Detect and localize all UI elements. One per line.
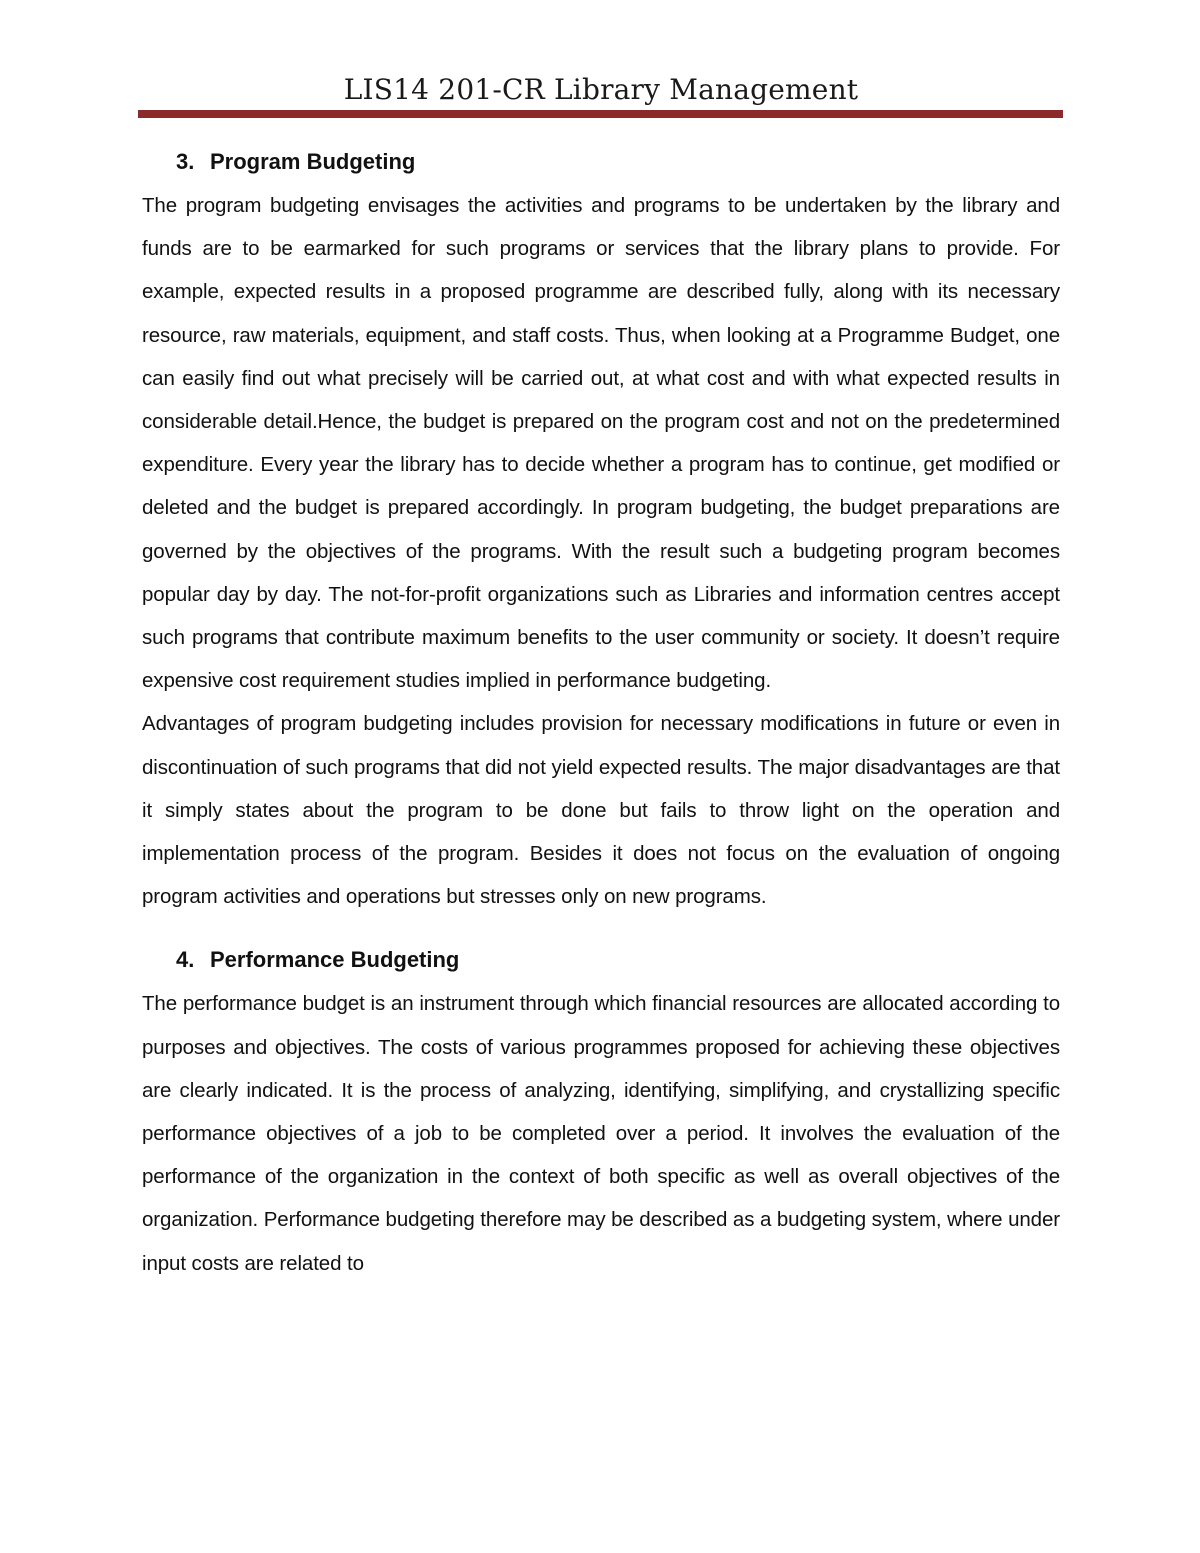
section-title: Performance Budgeting	[210, 947, 460, 973]
section-number: 4.	[176, 947, 195, 973]
section-title: Program Budgeting	[210, 149, 416, 174]
paragraph: The program budgeting envisages the activities and programs to be undertaken by the library and funds are to be earmarked for such programs or services that the library plans to provide. For example, expected results in a proposed programme are described fully, along with its necessary resource, raw materials, equipment, and staff costs. Thus, when looking at a Programme Budget, one can easily find out what precisely will be carried out, at what cost and with what expected results in considerable detail.Hence, the budget is prepared on the program cost and not on the predetermined expenditure. Every year the library has to decide whether a program has to continue, get modified or deleted and the budget is prepared accordingly. In program budgeting, the budget preparations are governed by the objectives of the programs. With the result such a budgeting program becomes popular day by day. The not-for-profit organizations such as Libraries and information centres accept such programs that contribute maximum benefits to the user community or society. It doesn’t require expensive cost requirement studies implied in performance budgeting.	[142, 194, 1060, 693]
paragraph: Advantages of program budgeting includes provision for necessary modifications in future or even in discontinuation of such programs that did not yield expected results. The major disadvantages are that it simply states about the program to be done but fails to throw light on the operation and implementation process of the program. Besides it does not focus on the evaluation of ongoing program activities and operations but stresses only on new programs.	[142, 712, 1060, 909]
paragraph: The performance budget is an instrument through which financial resources are allocated according to purposes and objectives. The costs of various programmes proposed for achieving these objectives are clearly indicated. It is the process of analyzing, identifying, simplifying, and crystallizing specific performance objectives of a job to be completed over a period. It involves the evaluation of the performance of the organization in the context of both specific as well as overall objectives of the organization. Performance budgeting therefore may be described as a budgeting system, where under input costs are related to	[142, 992, 1060, 1275]
section-heading-program-budgeting	[142, 140, 1060, 184]
running-header: LIS14 201-CR Library Management	[343, 73, 859, 106]
header-rule	[138, 110, 1063, 118]
document-body	[142, 140, 1060, 1285]
section-heading-performance-budgeting	[142, 938, 1060, 982]
section-number: 3.	[176, 149, 195, 174]
